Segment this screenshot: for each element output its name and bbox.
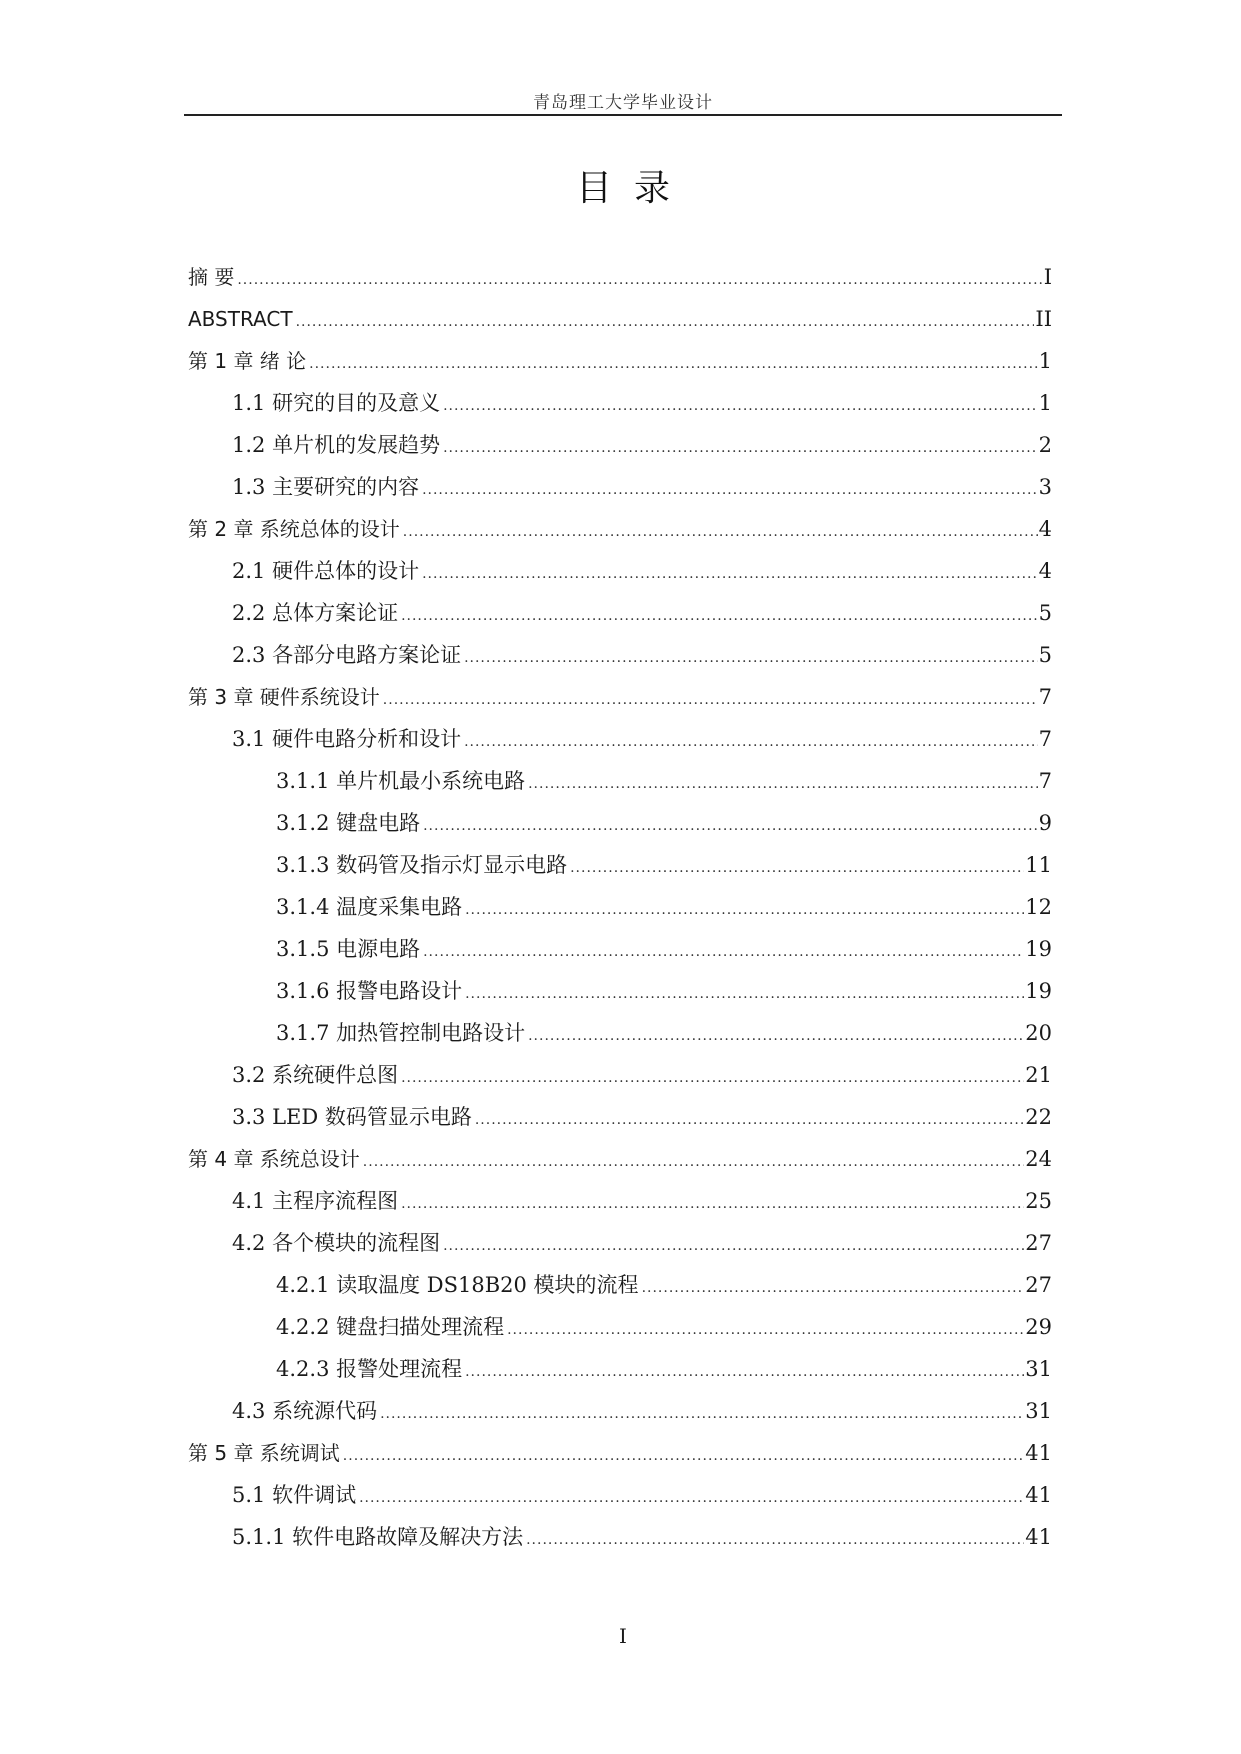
- toc-entry[interactable]: [188, 592, 1052, 634]
- page-title: 目录: [575, 168, 692, 209]
- toc-entry[interactable]: [188, 1180, 1052, 1222]
- dot-leader: [465, 889, 1024, 931]
- toc-entry-page: 27: [1025, 1273, 1052, 1297]
- toc-entry[interactable]: [188, 634, 1052, 676]
- dot-leader: [383, 679, 1038, 721]
- dot-leader: [526, 1519, 1024, 1561]
- toc-entry-page: 7: [1038, 685, 1052, 709]
- toc-entry[interactable]: [188, 424, 1052, 466]
- dot-leader: [528, 763, 1038, 805]
- toc-entry-page: 9: [1038, 811, 1052, 835]
- toc-entry-title: 第 5 章 系统调试: [188, 1441, 340, 1465]
- toc-entry[interactable]: [188, 340, 1052, 382]
- toc-entry[interactable]: [188, 886, 1052, 928]
- toc-entry-title: 3.3 LED 数码管显示电路: [232, 1105, 472, 1129]
- toc-entry-title: 第 1 章 绪 论: [188, 349, 307, 373]
- toc-entry-page: 31: [1025, 1399, 1052, 1423]
- toc-entry-title: 1.3 主要研究的内容: [232, 475, 420, 499]
- dot-leader: [465, 973, 1024, 1015]
- toc-entry-title: 摘 要: [188, 265, 235, 289]
- dot-leader: [309, 343, 1037, 385]
- page-number: I: [619, 1624, 627, 1648]
- toc-entry-title: 3.1.2 键盘电路: [276, 811, 421, 835]
- toc-entry-page: 7: [1038, 769, 1052, 793]
- toc-entry-title: 4.3 系统源代码: [232, 1399, 378, 1423]
- toc-entry-page: 12: [1025, 895, 1052, 919]
- toc-entry-title: 4.2 各个模块的流程图: [232, 1231, 441, 1255]
- toc-entry[interactable]: [188, 508, 1052, 550]
- toc-entry-page: 1: [1038, 391, 1052, 415]
- toc-entry[interactable]: [188, 676, 1052, 718]
- toc-entry[interactable]: [188, 298, 1052, 340]
- dot-leader: [343, 1435, 1024, 1477]
- toc-entry-title: 4.2.2 键盘扫描处理流程: [276, 1315, 505, 1339]
- toc-entry-page: 11: [1025, 853, 1052, 877]
- toc-entry-title: 第 4 章 系统总设计: [188, 1147, 360, 1171]
- toc-entry[interactable]: [188, 466, 1052, 508]
- toc-entry-title: 3.1.7 加热管控制电路设计: [276, 1021, 526, 1045]
- dot-leader: [464, 721, 1038, 763]
- toc-entry[interactable]: [188, 802, 1052, 844]
- dot-leader: [422, 553, 1038, 595]
- dot-leader: [296, 301, 1035, 343]
- toc-entry-page: 19: [1025, 979, 1052, 1003]
- toc-entry-page: 29: [1025, 1315, 1052, 1339]
- toc-entry-page: 3: [1038, 475, 1052, 499]
- toc-entry-page: II: [1035, 307, 1052, 331]
- dot-leader: [422, 469, 1038, 511]
- toc-entry[interactable]: [188, 844, 1052, 886]
- toc-entry-title: 3.1.5 电源电路: [276, 937, 421, 961]
- dot-leader: [403, 511, 1038, 553]
- toc-entry-title: 3.1.4 温度采集电路: [276, 895, 463, 919]
- toc-entry-page: 7: [1038, 727, 1052, 751]
- toc-entry[interactable]: [188, 1138, 1052, 1180]
- dot-leader: [237, 259, 1042, 301]
- toc-entry[interactable]: [188, 1474, 1052, 1516]
- dot-leader: [443, 385, 1038, 427]
- toc-entry-page: 22: [1025, 1105, 1052, 1129]
- toc-entry-title: 5.1 软件调试: [232, 1483, 357, 1507]
- toc-entry-title: 3.1 硬件电路分析和设计: [232, 727, 462, 751]
- dot-leader: [401, 1057, 1024, 1099]
- toc-entry[interactable]: [188, 1516, 1052, 1558]
- toc-entry-title: 1.1 研究的目的及意义: [232, 391, 441, 415]
- dot-leader: [464, 637, 1038, 679]
- dot-leader: [475, 1099, 1024, 1141]
- toc-entry[interactable]: [188, 1096, 1052, 1138]
- toc-entry-title: ABSTRACT: [188, 307, 293, 331]
- toc-entry[interactable]: [188, 1222, 1052, 1264]
- toc-entry[interactable]: [188, 1306, 1052, 1348]
- toc-entry-page: I: [1043, 265, 1052, 289]
- dot-leader: [642, 1267, 1025, 1309]
- toc-entry[interactable]: [188, 550, 1052, 592]
- toc-entry-title: 4.1 主程序流程图: [232, 1189, 399, 1213]
- toc-entry-page: 20: [1025, 1021, 1052, 1045]
- dot-leader: [507, 1309, 1024, 1351]
- dot-leader: [465, 1351, 1024, 1393]
- toc-entry-page: 19: [1025, 937, 1052, 961]
- toc-entry[interactable]: [188, 928, 1052, 970]
- toc-entry[interactable]: [188, 1264, 1052, 1306]
- dot-leader: [380, 1393, 1024, 1435]
- dot-leader: [401, 595, 1038, 637]
- toc-entry-page: 27: [1025, 1231, 1052, 1255]
- table-of-contents: [188, 256, 1052, 1558]
- toc-entry-page: 41: [1025, 1483, 1052, 1507]
- dot-leader: [401, 1183, 1024, 1225]
- toc-entry[interactable]: [188, 1348, 1052, 1390]
- toc-entry-title: 4.2.1 读取温度 DS18B20 模块的流程: [276, 1273, 639, 1297]
- toc-entry-title: 2.1 硬件总体的设计: [232, 559, 420, 583]
- dot-leader: [363, 1141, 1024, 1183]
- dot-leader: [528, 1015, 1024, 1057]
- toc-entry-title: 3.2 系统硬件总图: [232, 1063, 399, 1087]
- dot-leader: [423, 805, 1038, 847]
- toc-entry[interactable]: [188, 718, 1052, 760]
- dot-leader: [443, 1225, 1024, 1267]
- running-header: 青岛理工大学毕业设计: [533, 93, 713, 113]
- toc-entry-page: 4: [1038, 559, 1052, 583]
- toc-entry[interactable]: [188, 1054, 1052, 1096]
- toc-entry-page: 31: [1025, 1357, 1052, 1381]
- toc-entry-page: 25: [1025, 1189, 1052, 1213]
- toc-entry[interactable]: [188, 970, 1052, 1012]
- toc-entry-title: 2.3 各部分电路方案论证: [232, 643, 462, 667]
- dot-leader: [359, 1477, 1024, 1519]
- toc-entry[interactable]: [188, 1390, 1052, 1432]
- header-rule: [184, 114, 1062, 116]
- toc-entry[interactable]: [188, 1432, 1052, 1474]
- toc-entry-page: 5: [1038, 643, 1052, 667]
- toc-entry-title: 4.2.3 报警处理流程: [276, 1357, 463, 1381]
- toc-entry[interactable]: [188, 1012, 1052, 1054]
- toc-entry-page: 41: [1025, 1441, 1052, 1465]
- toc-entry-page: 21: [1025, 1063, 1052, 1087]
- toc-entry-title: 3.1.6 报警电路设计: [276, 979, 463, 1003]
- toc-entry-page: 4: [1038, 517, 1052, 541]
- toc-entry[interactable]: [188, 256, 1052, 298]
- toc-entry-page: 24: [1025, 1147, 1052, 1171]
- toc-entry-title: 第 2 章 系统总体的设计: [188, 517, 400, 541]
- toc-entry-title: 第 3 章 硬件系统设计: [188, 685, 380, 709]
- dot-leader: [423, 931, 1024, 973]
- toc-entry-page: 5: [1038, 601, 1052, 625]
- toc-entry-title: 3.1.3 数码管及指示灯显示电路: [276, 853, 568, 877]
- dot-leader: [443, 427, 1038, 469]
- toc-entry-title: 5.1.1 软件电路故障及解决方法: [232, 1525, 524, 1549]
- toc-entry[interactable]: [188, 382, 1052, 424]
- toc-entry-title: 3.1.1 单片机最小系统电路: [276, 769, 526, 793]
- toc-entry-page: 41: [1025, 1525, 1052, 1549]
- toc-entry-page: 2: [1038, 433, 1052, 457]
- toc-entry-page: 1: [1038, 349, 1052, 373]
- toc-entry-title: 2.2 总体方案论证: [232, 601, 399, 625]
- toc-entry[interactable]: [188, 760, 1052, 802]
- toc-entry-title: 1.2 单片机的发展趋势: [232, 433, 441, 457]
- dot-leader: [570, 847, 1024, 889]
